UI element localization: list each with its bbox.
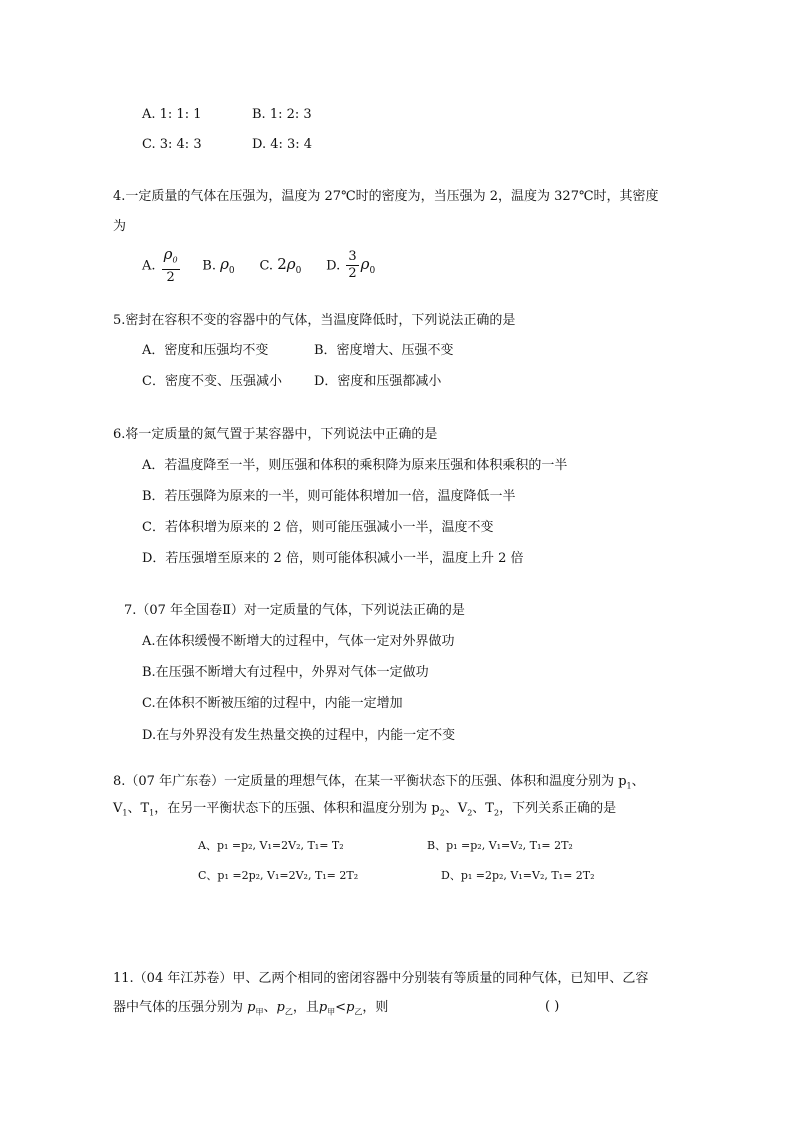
q5-option-d: D．密度和压强都减小 bbox=[314, 374, 442, 389]
q4-option-a-fraction: $\frac{\rho_0}{2}$ bbox=[163, 245, 178, 285]
q8-option-b: B、p₁ =p₂, V₁=V₂, T₁= 2T₂ bbox=[427, 839, 573, 852]
q6-option-d: D．若压强增至原来的 2 倍，则可能体积减小一半，温度上升 2 倍 bbox=[142, 551, 524, 566]
q5-option-a: A．密度和压强均不变 bbox=[142, 343, 269, 358]
q6-option-b: B．若压强降为原来的一半，则可能体积增加一倍，温度降低一半 bbox=[142, 489, 516, 504]
q5-option-b: B．密度增大、压强不变 bbox=[314, 343, 454, 358]
q4-stem-line1: 4.一定质量的气体在压强为，温度为 27℃时的密度为，当压强为 2，温度为 327℃时，其密度 bbox=[113, 189, 659, 204]
q5-stem: 5.密封在容积不变的容器中的气体，当温度降低时，下列说法正确的是 bbox=[113, 313, 516, 328]
q7-option-a: A.在体积缓慢不断增大的过程中，气体一定对外界做功 bbox=[142, 634, 455, 649]
q8-stem-line2: $V_1$、$T_1$，在另一平衡状态下的压强、体积和温度分别为 $p_2$、$V_2$、$T_2$，下列关系正确的是 bbox=[113, 801, 617, 818]
q3-option-a: A. 1: 1: 1 bbox=[142, 107, 202, 122]
q3-option-d: D. 4: 3: 4 bbox=[252, 137, 313, 152]
q4-option-b-label: B. bbox=[202, 258, 216, 274]
q6-stem: 6.将一定质量的氮气置于某容器中，下列说法中正确的是 bbox=[113, 427, 438, 442]
q8-option-c: C、p₁ =2p₂, V₁=2V₂, T₁= 2T₂ bbox=[198, 869, 359, 882]
q7-stem: 7.（07 年全国卷Ⅱ）对一定质量的气体，下列说法正确的是 bbox=[124, 603, 465, 618]
q7-option-d: D.在与外界没有发生热量交换的过程中，内能一定不变 bbox=[142, 728, 456, 743]
q4-stem-line2: 为 bbox=[113, 219, 127, 234]
q11-stem-line1: 11.（04 年江苏卷）甲、乙两个相同的密闭容器中分别装有等质量的同种气体，已知甲、乙容 bbox=[113, 971, 649, 986]
q4-option-c-label: C. bbox=[259, 258, 274, 274]
q5-option-c: C．密度不变、压强减小 bbox=[142, 374, 282, 389]
q3-option-b: B. 1: 2: 3 bbox=[252, 107, 312, 122]
q4-option-d-rho: $\rho_0$ bbox=[360, 255, 376, 277]
q7-option-b: B.在压强不断增大有过程中，外界对气体一定做功 bbox=[142, 665, 429, 680]
q4-option-b-value: $\rho_0$ bbox=[220, 255, 235, 277]
q7-option-c: C.在体积不断被压缩的过程中，内能一定增加 bbox=[142, 696, 403, 711]
q8-stem-line1: 8.（07 年广东卷）一定质量的理想气体，在某一平衡状态下的压强、体积和温度分别为 $p_1$、 bbox=[113, 774, 645, 791]
q3-option-c: C. 3: 4: 3 bbox=[142, 137, 202, 152]
q8-option-a: A、p₁ =p₂, V₁=2V₂, T₁= T₂ bbox=[198, 839, 344, 852]
q11-stem-line2: 器中气体的压强分别为 $p_甲$、$p_乙$，且$p_甲<p_乙$，则 bbox=[113, 1000, 389, 1017]
q6-option-a: A．若温度降至一半，则压强和体积的乘积降为原来压强和体积乘积的一半 bbox=[142, 458, 568, 473]
q4-option-a-label: A. bbox=[142, 258, 156, 274]
q4-options bbox=[142, 246, 375, 289]
q6-option-c: C．若体积增为原来的 2 倍，则可能压强减小一半，温度不变 bbox=[142, 520, 494, 535]
q4-option-d-label: D. bbox=[326, 258, 341, 274]
q11-answer-blank: ( ) bbox=[545, 999, 560, 1014]
q4-option-d-fraction: $\frac{3}{2}$ bbox=[348, 249, 357, 282]
q4-option-c-value: $2\rho_0$ bbox=[277, 255, 302, 277]
q8-option-d: D、p₁ =2p₂, V₁=V₂, T₁= 2T₂ bbox=[441, 869, 595, 882]
